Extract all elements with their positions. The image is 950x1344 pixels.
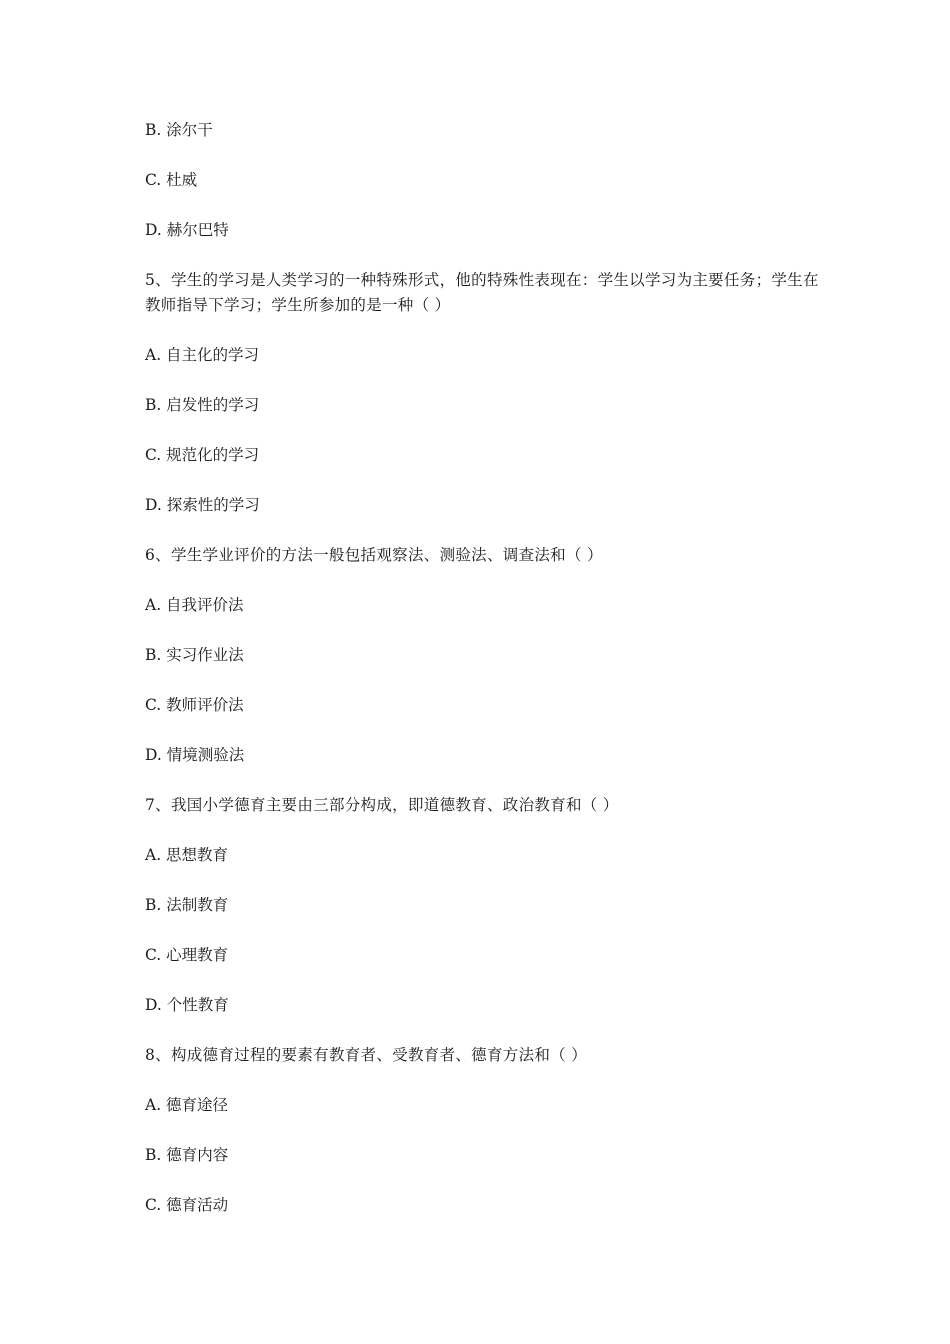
option-d-q7: D. 个性教育 bbox=[145, 996, 229, 1014]
option-c-q5: C. 规范化的学习 bbox=[145, 446, 260, 464]
option-d-q6: D. 情境测验法 bbox=[145, 746, 245, 764]
option-d-q5: D. 探索性的学习 bbox=[145, 496, 260, 514]
option-c-q8: C. 德育活动 bbox=[145, 1196, 229, 1214]
option-b-q7: B. 法制教育 bbox=[145, 896, 229, 914]
question-7: 7、我国小学德育主要由三部分构成，即道德教育、政治教育和（ ） bbox=[145, 796, 619, 814]
option-c-q7: C. 心理教育 bbox=[145, 946, 229, 964]
option-b-q8: B. 德育内容 bbox=[145, 1146, 229, 1164]
option-a-q5: A. 自主化的学习 bbox=[145, 346, 260, 364]
option-b-q6: B. 实习作业法 bbox=[145, 646, 244, 664]
option-d-q4: D. 赫尔巴特 bbox=[145, 221, 229, 239]
document-page bbox=[145, 118, 825, 1243]
option-a-q6: A. 自我评价法 bbox=[145, 596, 244, 614]
question-8: 8、构成德育过程的要素有教育者、受教育者、德育方法和（ ） bbox=[145, 1046, 587, 1064]
question-6: 6、学生学业评价的方法一般包括观察法、测验法、调查法和（ ） bbox=[145, 546, 603, 564]
option-b-q4: B. 涂尔干 bbox=[145, 121, 213, 139]
option-c-q6: C. 教师评价法 bbox=[145, 696, 244, 714]
option-a-q8: A. 德育途径 bbox=[145, 1096, 229, 1114]
option-a-q7: A. 思想教育 bbox=[145, 846, 229, 864]
option-b-q5: B. 启发性的学习 bbox=[145, 396, 260, 414]
option-c-q4: C. 杜威 bbox=[145, 171, 198, 189]
question-5: 5、学生的学习是人类学习的一种特殊形式，他的特殊性表现在：学生以学习为主要任务；学生在教师指导下学习；学生所参加的是一种（ ） bbox=[145, 271, 819, 314]
